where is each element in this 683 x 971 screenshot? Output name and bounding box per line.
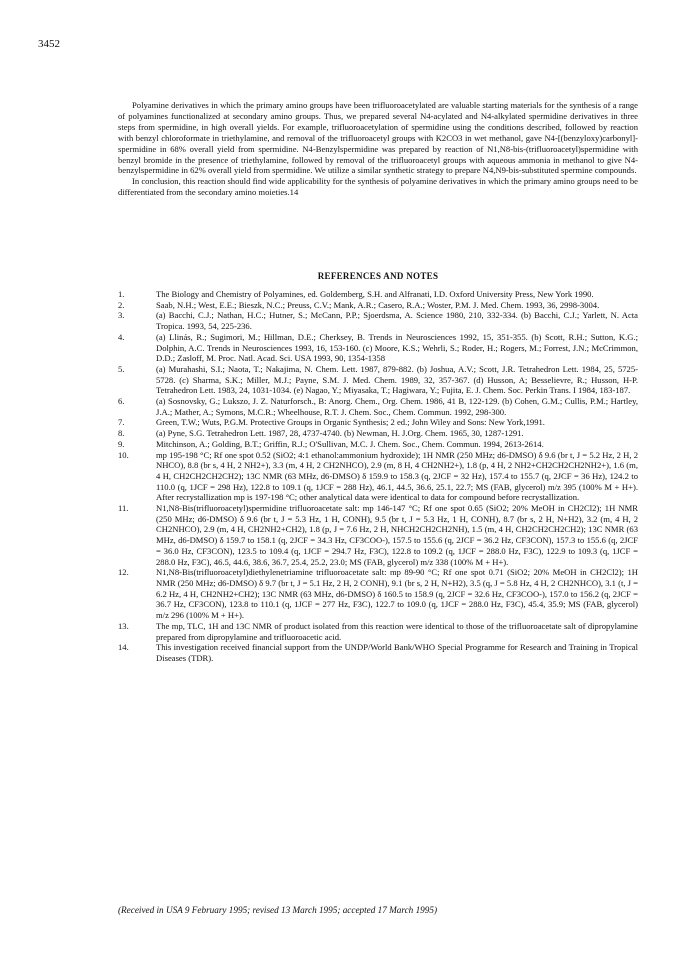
- reference-item: [118, 310, 638, 331]
- reference-number: 7.: [118, 417, 125, 428]
- reference-number: 12.: [118, 567, 129, 578]
- reference-number: 13.: [118, 620, 129, 631]
- reference-item: [118, 503, 638, 567]
- reference-item: [118, 300, 638, 311]
- reference-item: [118, 450, 638, 504]
- references-heading: REFERENCES AND NOTES: [317, 271, 439, 281]
- reference-item: [118, 642, 638, 663]
- reference-text: (a) Murahashi, S.I.; Naota, T.; Nakajima, N. Chem. Lett. 1987, 879-882. (b) Joshua, A.V.; Scott, J.R. Tetrahedron Lett. 1984, 25, 5725-5728. (c) Sharma, S.K.; Miller, M.J.; Payne, S.M. J. Med. Chem. 1989, 32, 357-367. (d) Husson, A; Besselievre, R.; Husson, H-P. Tetrahedron Lett. 1983, 24, 1031-1034. (e) Nagao, Y.; Miyasaka, T.; Hagiwara, Y.; Fujita, E. J. Chem. Soc. Perkin Trans. I 1984, 183-187.: [156, 363, 638, 396]
- reference-number: 8.: [118, 428, 125, 439]
- reference-item: [118, 567, 638, 621]
- body-paragraph-1: Polyamine derivatives in which the primary amino groups have been trifluoroacetylated are valuable starting materials for the synthesis of a range of polyamines functionalized at secondary amino groups. Thus, we prepared several N4-acylated and N4-alkylated spermidine derivatives in three steps from spermidine, in high overall yields. For example, trifluoroacetylation of spermidine using the conditions described, followed by reaction with benzyl chloroformate in triethylamine, and removal of the trifluoroacetyl groups with K2CO3 in wet methanol, gave N4-[(benzyloxy)carbonyl]-spermidine in 68% overall yield from spermidine. N4-Benzylspermidine was prepared by reaction of N1,N8-bis-(trifluoroacetyl)spermidine with benzyl bromide in the presence of triethylamine, followed by removal of the trifluoroacetyl groups with aqueous ammonia in methanol to give N4-benzylspermidine in 62% overall yield from spermidine. We utilize a similar synthetic strategy to prepare N4,N9-bis-substituted spermine compounds.: [118, 100, 638, 176]
- reference-item: [118, 417, 638, 428]
- reference-text: (a) Pyne, S.G. Tetrahedron Lett. 1987, 28, 4737-4740. (b) Newman, H. J.Org. Chem. 1965, 30, 1287-1291.: [156, 428, 524, 439]
- reference-item: [118, 289, 638, 300]
- reference-item: [118, 364, 638, 396]
- reference-number: 4.: [118, 331, 125, 342]
- reference-number: 10.: [118, 449, 129, 460]
- reference-number: 3.: [118, 310, 125, 321]
- reference-number: 1.: [118, 289, 125, 299]
- body-text: [118, 100, 638, 198]
- reference-item: [118, 428, 638, 439]
- reference-text: Mitchinson, A.; Golding, B.T.; Griffin, R.J.; O'Sullivan, M.C. J. Chem. Soc., Chem. Commun. 1994, 2613-2614.: [156, 438, 544, 449]
- reference-text: This investigation received financial support from the UNDP/World Bank/WHO Special Programme for Research and Training in Tropical Diseases (TDR).: [156, 642, 638, 663]
- reference-item: [118, 621, 638, 642]
- reference-number: 5.: [118, 363, 125, 374]
- reference-text: The Biology and Chemistry of Polyamines, ed. Goldemberg, S.H. and Alfranati, I.D. Oxford University Press, New York 1990.: [156, 289, 594, 299]
- reference-text: The mp, TLC, 1H and 13C NMR of product isolated from this reaction were identical to those of the trifluoroacetate salt of dipropylamine prepared from dipropylamine and trifluoroacetic acid.: [156, 620, 638, 642]
- reference-text: Green, T.W.; Wuts, P.G.M. Protective Groups in Organic Synthesis; 2 ed.; John Wiley and Sons: New York,1991.: [156, 417, 545, 428]
- reference-item: [118, 396, 638, 417]
- reference-text: mp 195-198 °C; Rf one spot 0.52 (SiO2; 4:1 ethanol:ammonium hydroxide); 1H NMR (250 MHz; d6-DMSO) δ 9.6 (br t, J = 5.2 Hz, 2 H, 2 NHCO), 8.8 (br s, 4 H, 2 NH2+), 3.3 (m, 4 H, 2 CH2NHCO), 2.9 (m, 8 H, 4 CH2NH2+), 1.8 (p, 4 H, 2 NH2+CH2CH2CH2NH2+), 1.6 (m, 4 H, CH2CH2CH2CH2); 13C NMR (63 MHz, d6-DMSO) δ 159.9 to 158.3 (q, 2JCF = 32 Hz), 157.4 to 155.7 (q, 2JCF = 36 Hz), 124.2 to 110.0 (q, 1JCF = 298 Hz), 122.8 to 109.1 (q, 1JCF = 288 Hz), 46.1, 44.5, 36.6, 25.1, 22.7; MS (FAB, glycerol) m/z 395 (100% M + H+). After recrystallization mp is 197-198 °C; other analytical data were identical to data for compound before recrystallization.: [156, 449, 638, 503]
- body-paragraph-2: In conclusion, this reaction should find wide applicability for the synthesis of polyamine derivatives in which the primary amino groups need to be differentiated from the secondary amino moieties.14: [118, 176, 638, 198]
- reference-number: 2.: [118, 299, 125, 310]
- received-dates: (Received in USA 9 February 1995; revised 13 March 1995; accepted 17 March 1995): [118, 905, 437, 915]
- reference-text: (a) Sosnovsky, G.; Lukszo, J. Z. Naturforsch., B: Anorg. Chem., Org. Chem. 1986, 41 B, 122-129. (b) Cohen, G.M.; Cullis, P.M.; Hartley, J.A.; Mather, A.; Symons, M.C.R.; Wheelhouse, R.T. J. Chem. Soc., Chem. Commun. 1992, 298-300.: [156, 396, 638, 417]
- reference-text: Saab, N.H.; West, E.E.; Bieszk, N.C.; Preuss, C.V.; Mank, A.R.; Casero, R.A.; Woster, P.M. J. Med. Chem. 1993, 36, 2998-3004.: [156, 299, 600, 310]
- reference-item: [118, 439, 638, 450]
- reference-text: (a) Llinás, R.; Sugimori, M.; Hillman, D.E.; Cherksey, B. Trends in Neurosciences 1992, 15, 351-355. (b) Scott, R.H.; Sutton, K.G.; Dolphin, A.C. Trends in Neurosciences 1993, 16, 153-160. (c) Moore, K.S.; Wehrli, S.; Roder, H.; Rogers, M.; Forrest, J.N.; McCrimmon, D.D.; Zasloff, M. Proc. Natl. Acad. Sci. USA 1993, 90, 1354-1358: [156, 331, 638, 364]
- reference-text: (a) Bacchi, C.J.; Nathan, H.C.; Hutner, S.; McCann, P.P.; Sjoerdsma, A. Science 1980, 210, 332-334. (b) Bacchi, C.J.; Yarlett, N. Acta Tropica. 1993, 54, 225-236.: [156, 310, 638, 332]
- reference-number: 9.: [118, 438, 125, 449]
- page-number: 3452: [38, 38, 60, 50]
- reference-text: N1,N8-Bis(trifluoroacetyl)spermidine trifluoroacetate salt: mp 146-147 °C; Rf one spot 0.65 (SiO2; 20% MeOH in CH2Cl2); 1H NMR (250 MHz; d6-DMSO) δ 9.6 (br t, J = 5.3 Hz, 1 H, CONH), 9.5 (br t, J = 5.3 Hz, 1 H, CONH), 8.7 (br s, 2 H, N+H2), 3.2 (m, 4 H, 2 CH2NHCO), 2.9 (m, 4 H, CH2NH2+CH2), 1.8 (p, J = 7.6 Hz, 2 H, NHCH2CH2CH2NH), 1.5 (m, 4 H, CH2CH2CH2CH2); 13C NMR (63 MHz, d6-DMSO) δ 159.7 to 158.1 (q, 2JCF = 34.3 Hz, CF3COO-), 157.5 to 155.6 (q, 2JCF = 36.2 Hz, CF3CON), 157.3 to 155.6 (q, 2JCF = 36.0 Hz, CF3CON), 123.5 to 109.4 (q, 1JCF = 294.7 Hz, F3C), 122.8 to 109.2 (q, 1JCF = 288.0 Hz, F3C), 122.9 to 109.3 (q, 1JCF = 288.0 Hz, F3C), 46.5, 44.6, 38.6, 36.7, 25.4, 25.2, 23.0; MS (FAB, glycerol) m/z 338 (100% M + H+).: [156, 503, 638, 567]
- reference-number: 11.: [118, 503, 129, 514]
- references-list: [118, 289, 638, 664]
- reference-item: [118, 332, 638, 364]
- reference-number: 6.: [118, 396, 125, 407]
- reference-number: 14.: [118, 642, 129, 653]
- reference-text: N1,N8-Bis(trifluoroacetyl)diethylenetriamine trifluoroacetate salt: mp 89-90 °C; Rf one spot 0.71 (SiO2; 20% MeOH in CH2Cl2); 1H NMR (250 MHz; d6-DMSO) δ 9.7 (br t, J = 5.1 Hz, 2 H, 2 CONH), 9.1 (br s, 2 H, N+H2), 3.5 (q, J = 5.8 Hz, 4 H, 2 CH2NHCO), 3.1 (t, J = 6.2 Hz, 4 H, CH2NH2+CH2); 13C NMR (63 MHz, d6-DMSO) δ 160.5 to 158.9 (q, 2JCF = 32.6 Hz, CF3COO-), 157.0 to 156.2 (q, 2JCF = 36.7 Hz, CF3CON), 123.8 to 110.1 (q, 1JCF = 277 Hz, F3C), 122.7 to 109.0 (q, 1JCF = 288.0 Hz, F3C), 45.4, 35.9; MS (FAB, glycerol) m/z 296 (100% M + H+).: [156, 567, 638, 621]
